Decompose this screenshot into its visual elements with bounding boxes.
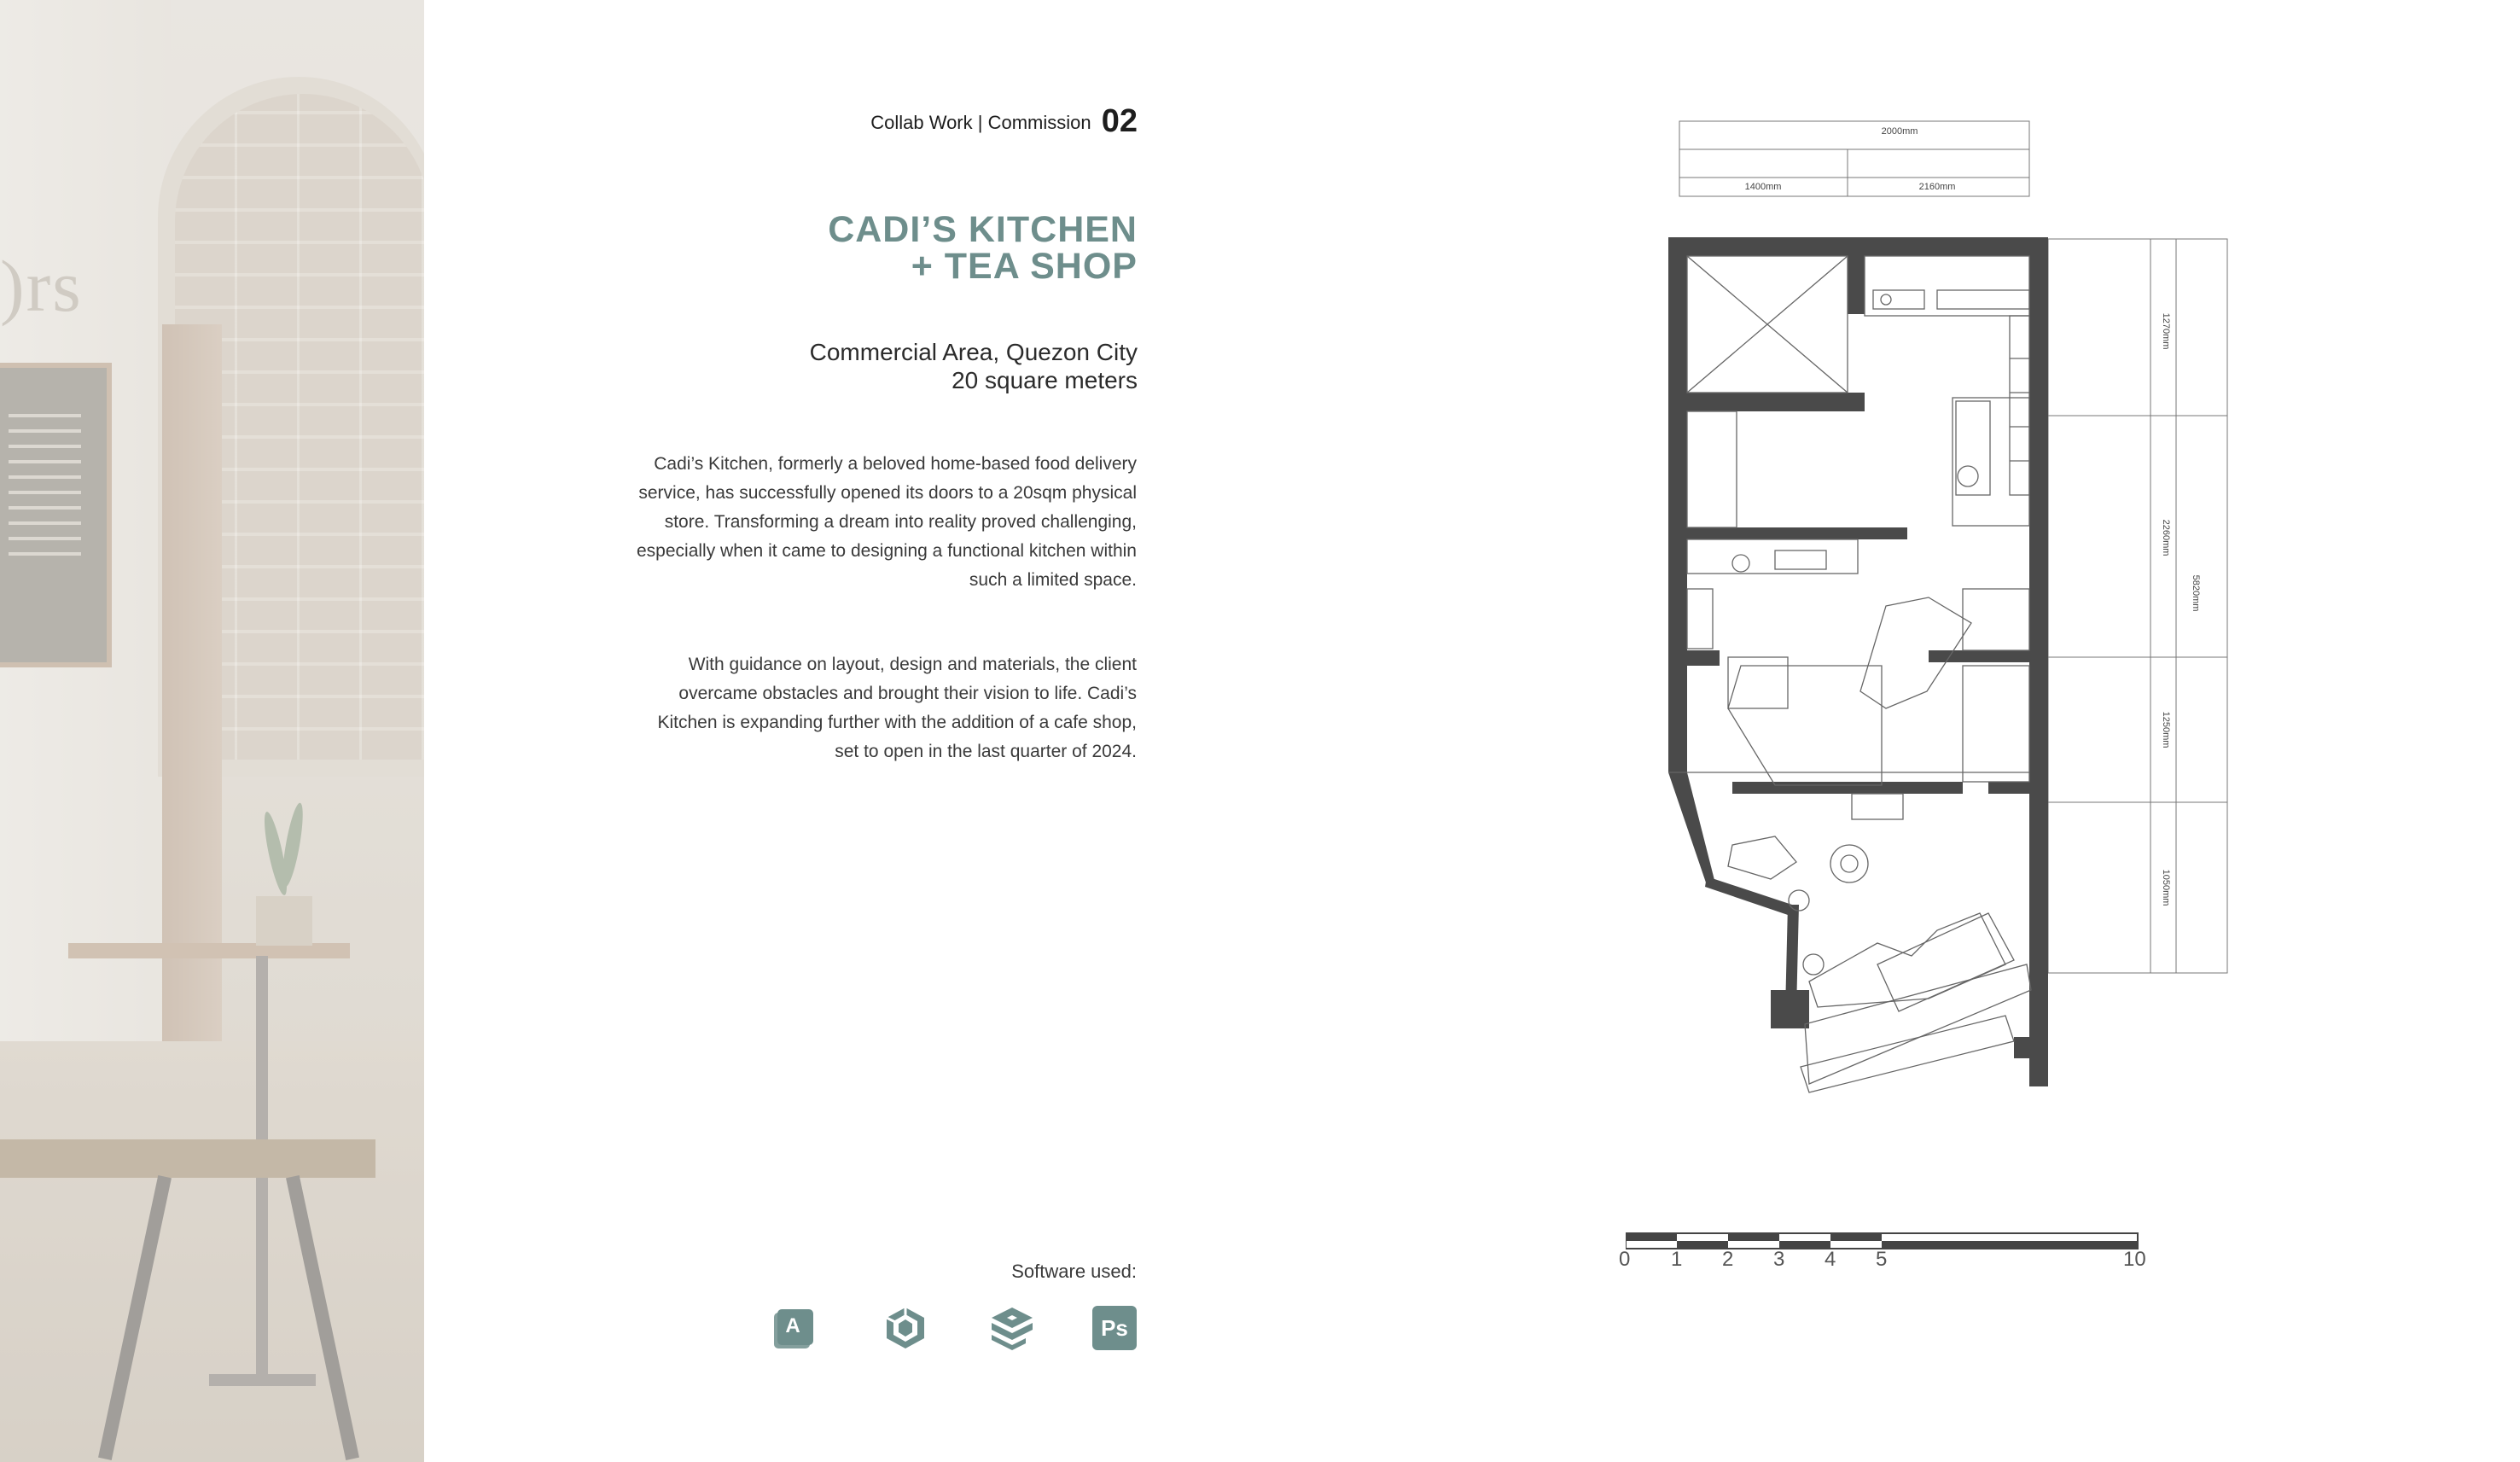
paragraph-line: Cadi’s Kitchen, formerly a beloved home-based food delivery <box>654 454 1137 474</box>
dim-right-2: 2260mm <box>2161 519 2171 556</box>
dim-right-4: 1050mm <box>2161 869 2171 906</box>
photo-logo-fragment: )rs <box>0 245 83 327</box>
title-line-1: CADI’S KITCHEN <box>828 209 1138 250</box>
plan-walls <box>1668 237 2048 1086</box>
paragraph-line: such a limited space. <box>969 570 1137 590</box>
dim-right-1: 1270mm <box>2161 312 2171 350</box>
scale-label-3: 3 <box>1773 1248 1785 1271</box>
dim-top-left: 1400mm <box>1744 182 1782 192</box>
plan-fixtures <box>1668 256 2031 1092</box>
paragraph-line: With guidance on layout, design and materials, the client <box>688 655 1137 674</box>
scale-label-0: 0 <box>1619 1248 1631 1271</box>
paragraph-line: service, has successfully opened its doors to a 20sqm physical <box>638 483 1137 503</box>
paragraph-line: set to open in the last quarter of 2024. <box>835 742 1137 761</box>
paragraph-line: store. Transforming a dream into reality proved challenging, <box>664 512 1137 532</box>
photoshop-letters: Ps <box>1101 1315 1128 1341</box>
commission-number: 02 <box>1101 103 1138 139</box>
location-line-2: 20 square meters <box>952 367 1138 393</box>
scale-label-1: 1 <box>1671 1248 1683 1271</box>
dim-top-total: 2000mm <box>1881 126 1918 137</box>
sketchup-icon <box>883 1306 928 1350</box>
paragraph-line: especially when it came to designing a functional kitchen within <box>636 541 1137 561</box>
description-paragraph-2 <box>563 650 1137 766</box>
archicad-icon <box>772 1306 817 1350</box>
photo-fade-overlay <box>0 0 424 1462</box>
software-label: Software used: <box>1011 1261 1137 1282</box>
scale-label-2: 2 <box>1722 1248 1734 1271</box>
scale-bar <box>1626 1225 2180 1284</box>
floor-plan <box>1604 111 2355 1118</box>
cafe-rendering-photo <box>0 0 424 1462</box>
scale-label-5: 5 <box>1876 1248 1888 1271</box>
paragraph-line: overcame obstacles and brought their vision to life. Cadi’s <box>678 684 1137 703</box>
header-prefix: Collab Work | Commission <box>870 112 1091 133</box>
dim-top-right: 2160mm <box>1918 182 1956 192</box>
project-location <box>683 338 1138 394</box>
scale-label-4: 4 <box>1825 1248 1836 1271</box>
enscape-icon <box>990 1306 1034 1350</box>
top-dimension-lines <box>1679 121 2029 196</box>
archicad-letter: A <box>785 1314 800 1337</box>
dim-right-total: 5820mm <box>2191 574 2201 612</box>
project-title <box>683 209 1138 287</box>
dim-right-3: 1250mm <box>2161 711 2171 748</box>
paragraph-line: Kitchen is expanding further with the addition of a cafe shop, <box>657 713 1137 732</box>
photoshop-icon <box>1092 1306 1137 1350</box>
location-line-1: Commercial Area, Quezon City <box>809 339 1138 365</box>
description-paragraph-1 <box>563 450 1137 595</box>
title-line-2: + TEA SHOP <box>911 246 1138 287</box>
section-header <box>768 101 1138 137</box>
scale-label-10: 10 <box>2123 1248 2146 1271</box>
